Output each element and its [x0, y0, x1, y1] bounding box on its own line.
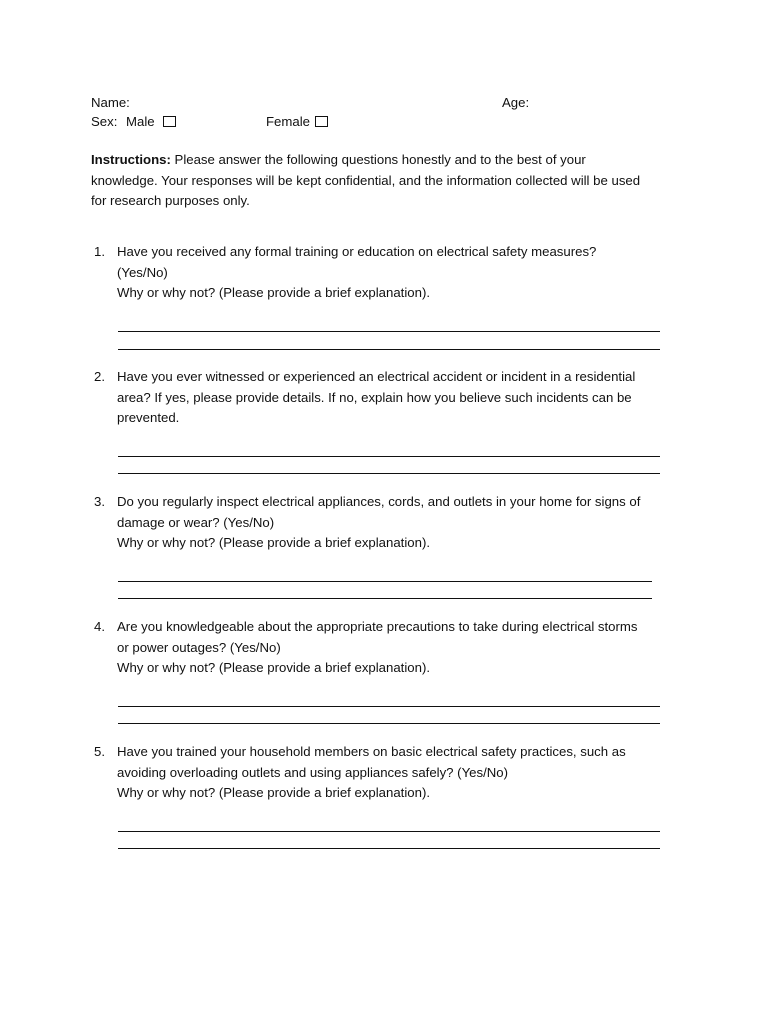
- question-line: Have you received any formal training or education on electrical safety measures?: [117, 244, 597, 259]
- answer-line[interactable]: [118, 581, 652, 582]
- answer-line[interactable]: [118, 848, 660, 849]
- question-number: 5.: [94, 744, 105, 759]
- question-text: [117, 242, 667, 304]
- instructions-line-3: for research purposes only.: [91, 193, 250, 208]
- question-text: [117, 617, 667, 679]
- question-number: 1.: [94, 244, 105, 259]
- question-line: Why or why not? (Please provide a brief explanation).: [117, 785, 430, 800]
- answer-line[interactable]: [118, 831, 660, 832]
- question-line: area? If yes, please provide details. If no, explain how you believe such incidents can be: [117, 389, 632, 405]
- female-label: Female: [266, 114, 310, 129]
- answer-line[interactable]: [118, 598, 652, 599]
- male-checkbox[interactable]: [163, 116, 176, 127]
- answer-line[interactable]: [118, 706, 660, 707]
- question-line: Have you trained your household members on basic electrical safety practices, such as: [117, 744, 626, 759]
- answer-line[interactable]: [118, 456, 660, 457]
- question-line: Are you knowledgeable about the appropriate precautions to take during electrical storms: [117, 619, 638, 634]
- question-line: Have you ever witnessed or experienced an electrical accident or incident in a residential: [117, 369, 636, 384]
- sex-label: Sex:: [91, 114, 118, 129]
- question-text: [117, 742, 667, 804]
- question-line: (Yes/No): [117, 264, 168, 280]
- question-line: Why or why not? (Please provide a brief explanation).: [117, 285, 430, 300]
- question-line: or power outages? (Yes/No): [117, 639, 281, 655]
- question-line: Why or why not? (Please provide a brief explanation).: [117, 535, 430, 550]
- instructions-heading: Instructions:: [91, 152, 171, 167]
- answer-line[interactable]: [118, 723, 660, 724]
- male-label: Male: [126, 114, 155, 129]
- question-line: avoiding overloading outlets and using appliances safely? (Yes/No): [117, 764, 508, 780]
- question-number: 4.: [94, 619, 105, 634]
- answer-line[interactable]: [118, 331, 660, 332]
- answer-line[interactable]: [118, 473, 660, 474]
- question-line: Why or why not? (Please provide a brief explanation).: [117, 660, 430, 675]
- question-line: Do you regularly inspect electrical appliances, cords, and outlets in your home for signs of: [117, 494, 641, 509]
- question-text: [117, 492, 667, 554]
- question-line: damage or wear? (Yes/No): [117, 514, 275, 530]
- instructions-block: [91, 150, 691, 212]
- age-label: Age:: [502, 95, 530, 110]
- female-checkbox[interactable]: [315, 116, 328, 127]
- instructions-line-2: knowledge. Your responses will be kept confidential, and the information collected will be used: [91, 172, 641, 188]
- name-label: Name:: [91, 95, 130, 110]
- instructions-line-1: Please answer the following questions honestly and to the best of your: [174, 152, 586, 167]
- answer-line[interactable]: [118, 349, 660, 350]
- question-number: 2.: [94, 369, 105, 384]
- question-number: 3.: [94, 494, 105, 509]
- question-line: prevented.: [117, 410, 180, 425]
- question-text: [117, 367, 667, 429]
